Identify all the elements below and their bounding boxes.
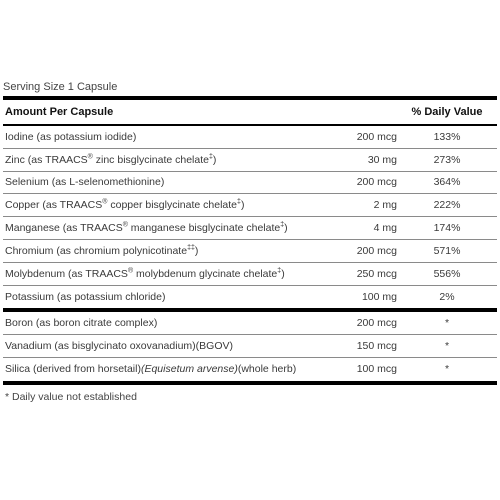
table-row xyxy=(3,358,497,381)
nutrient-amount: 4 mg xyxy=(373,222,397,235)
nutrient-name: Selenium (as L-selenomethionine) xyxy=(5,176,165,189)
nutrient-amount: 250 mcg xyxy=(356,267,397,280)
nutrient-daily-value: 222% xyxy=(433,199,461,212)
nutrient-daily-value: * xyxy=(444,340,450,353)
nutrient-amount: 30 mg xyxy=(367,153,397,166)
table-row xyxy=(3,217,497,240)
serving-size: Serving Size 1 Capsule xyxy=(3,81,118,93)
table-row xyxy=(3,194,497,217)
nutrient-daily-value: 364% xyxy=(433,176,461,189)
nutrient-group-2 xyxy=(3,312,497,380)
nutrient-name: Zinc (as TRAACS® zinc bisglycinate chelate‡) xyxy=(5,153,217,166)
table-row xyxy=(3,286,497,309)
table-row xyxy=(3,312,497,335)
table-header xyxy=(3,100,497,124)
table-row xyxy=(3,263,497,286)
nutrient-daily-value: 556% xyxy=(433,267,461,280)
daily-value-header: % Daily Value xyxy=(411,106,483,118)
table-row xyxy=(3,149,497,172)
nutrient-daily-value: * xyxy=(444,317,450,330)
nutrient-daily-value: 133% xyxy=(433,130,461,143)
table-row xyxy=(3,240,497,263)
footnote: * Daily value not established xyxy=(5,390,137,403)
supplement-facts-panel xyxy=(3,80,497,403)
nutrient-daily-value: * xyxy=(444,363,450,376)
table-row xyxy=(3,126,497,149)
nutrient-amount: 200 mcg xyxy=(356,130,397,143)
nutrient-amount: 200 mcg xyxy=(356,176,397,189)
nutrient-daily-value: 174% xyxy=(433,222,461,235)
bottom-rule xyxy=(3,381,497,385)
nutrient-name: Manganese (as TRAACS® manganese bisglycinate chelate‡) xyxy=(5,221,288,235)
table-row xyxy=(3,335,497,358)
nutrient-amount: 2 mg xyxy=(373,199,397,212)
nutrient-group-1 xyxy=(3,126,497,308)
nutrient-amount: 100 mg xyxy=(361,290,397,303)
nutrient-amount: 200 mcg xyxy=(356,244,397,257)
nutrient-name: Copper (as TRAACS® copper bisglycinate chelate‡) xyxy=(5,198,245,212)
table-row xyxy=(3,172,497,195)
nutrient-daily-value: 2% xyxy=(439,290,455,303)
nutrient-amount: 100 mcg xyxy=(356,363,397,376)
amount-per-capsule-header: Amount Per Capsule xyxy=(5,106,114,118)
nutrient-name: Iodine (as potassium iodide) xyxy=(5,130,137,143)
nutrient-name: Vanadium (as bisglycinato oxovanadium)(BGOV) xyxy=(5,340,233,353)
nutrient-name: Boron (as boron citrate complex) xyxy=(5,317,158,330)
nutrient-amount: 200 mcg xyxy=(356,317,397,330)
nutrient-daily-value: 273% xyxy=(433,153,461,166)
nutrient-name: Molybdenum (as TRAACS® molybdenum glycinate chelate‡) xyxy=(5,267,285,280)
nutrient-name: Chromium (as chromium polynicotinate‡‡) xyxy=(5,244,199,257)
nutrient-amount: 150 mcg xyxy=(356,340,397,353)
nutrient-name: Potassium (as potassium chloride) xyxy=(5,290,166,303)
nutrient-daily-value: 571% xyxy=(433,244,461,257)
nutrient-name: Silica (derived from horsetail)(Equisetum arvense)(whole herb) xyxy=(5,363,297,376)
